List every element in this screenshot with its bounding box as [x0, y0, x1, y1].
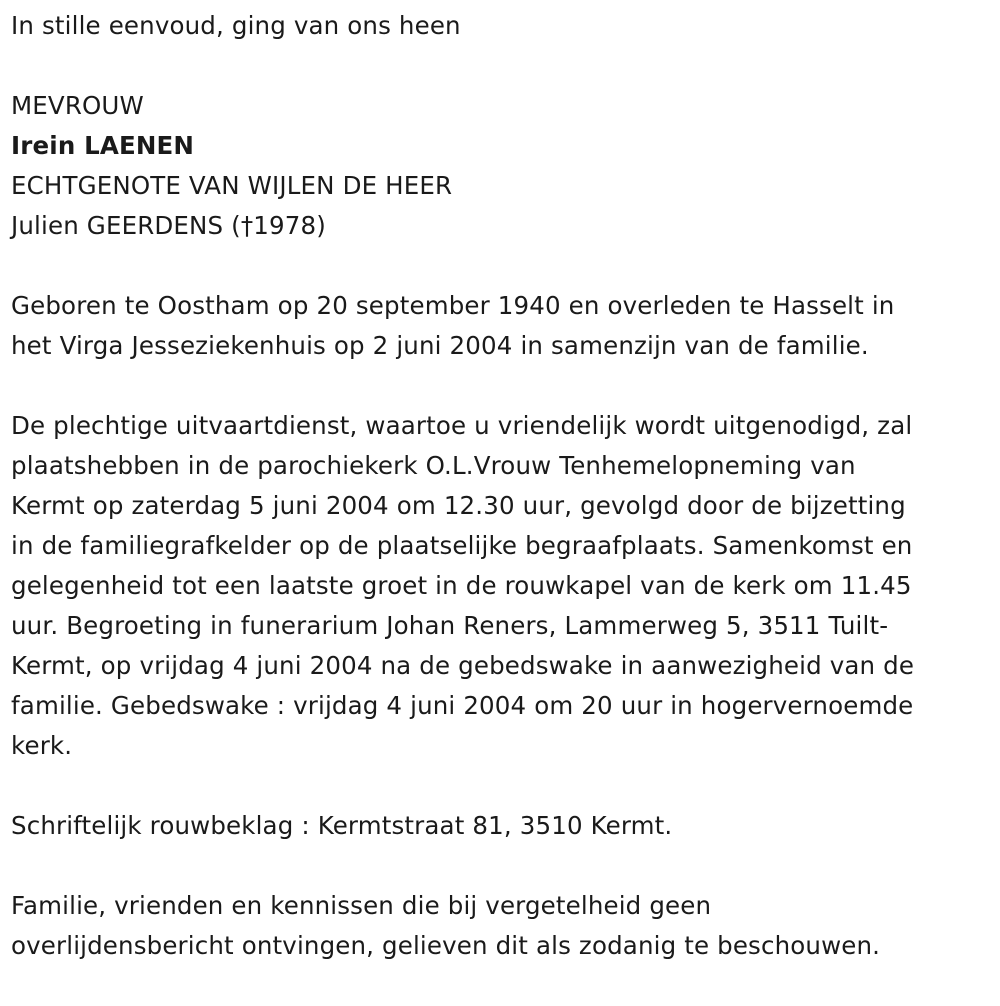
paragraph-line: in de familiegrafkelder op de plaatselijke begraafplaats. Samenkomst en: [11, 531, 913, 560]
paragraph-line: familie. Gebedswake : vrijdag 4 juni 2004 om 20 uur in hogervernoemde: [11, 691, 914, 720]
closing-paragraph: [11, 886, 990, 966]
spacer: [11, 766, 990, 806]
spacer: [11, 246, 990, 286]
paragraph-line: Familie, vrienden en kennissen die bij vergetelheid geen: [11, 891, 712, 920]
spacer: [11, 366, 990, 406]
paragraph-line: Geboren te Oostham op 20 september 1940 en overleden te Hasselt in: [11, 291, 895, 320]
paragraph-line: plaatshebben in de parochiekerk O.L.Vrouw Tenhemelopneming van: [11, 451, 856, 480]
paragraph-line: gelegenheid tot een laatste groet in de rouwkapel van de kerk om 11.45: [11, 571, 912, 600]
paragraph-line: uur. Begroeting in funerarium Johan Reners, Lammerweg 5, 3511 Tuilt-: [11, 611, 889, 640]
intro-line: In stille eenvoud, ging van ons heen: [11, 11, 461, 40]
spacer: [11, 46, 990, 86]
spouse-name: Julien GEERDENS (†1978): [11, 211, 326, 240]
honorific-title: MEVROUW: [11, 91, 144, 120]
paragraph-line: overlijdensbericht ontvingen, gelieven dit als zodanig te beschouwen.: [11, 931, 881, 960]
paragraph-line: Kermt op zaterdag 5 juni 2004 om 12.30 uur, gevolgd door de bijzetting: [11, 491, 906, 520]
paragraph-line: kerk.: [11, 731, 73, 760]
paragraph-line: het Virga Jesseziekenhuis op 2 juni 2004 in samenzijn van de familie.: [11, 331, 869, 360]
birth-death-paragraph: [11, 286, 990, 366]
condolences-address: Schriftelijk rouwbeklag : Kermtstraat 81, 3510 Kermt.: [11, 811, 673, 840]
paragraph-line: Kermt, op vrijdag 4 juni 2004 na de gebedswake in aanwezigheid van de: [11, 651, 915, 680]
spouse-label: ECHTGENOTE VAN WIJLEN DE HEER: [11, 171, 453, 200]
funeral-paragraph: [11, 406, 990, 766]
paragraph-line: De plechtige uitvaartdienst, waartoe u vriendelijk wordt uitgenodigd, zal: [11, 411, 913, 440]
spacer: [11, 846, 990, 886]
deceased-name: Irein LAENEN: [11, 131, 195, 160]
